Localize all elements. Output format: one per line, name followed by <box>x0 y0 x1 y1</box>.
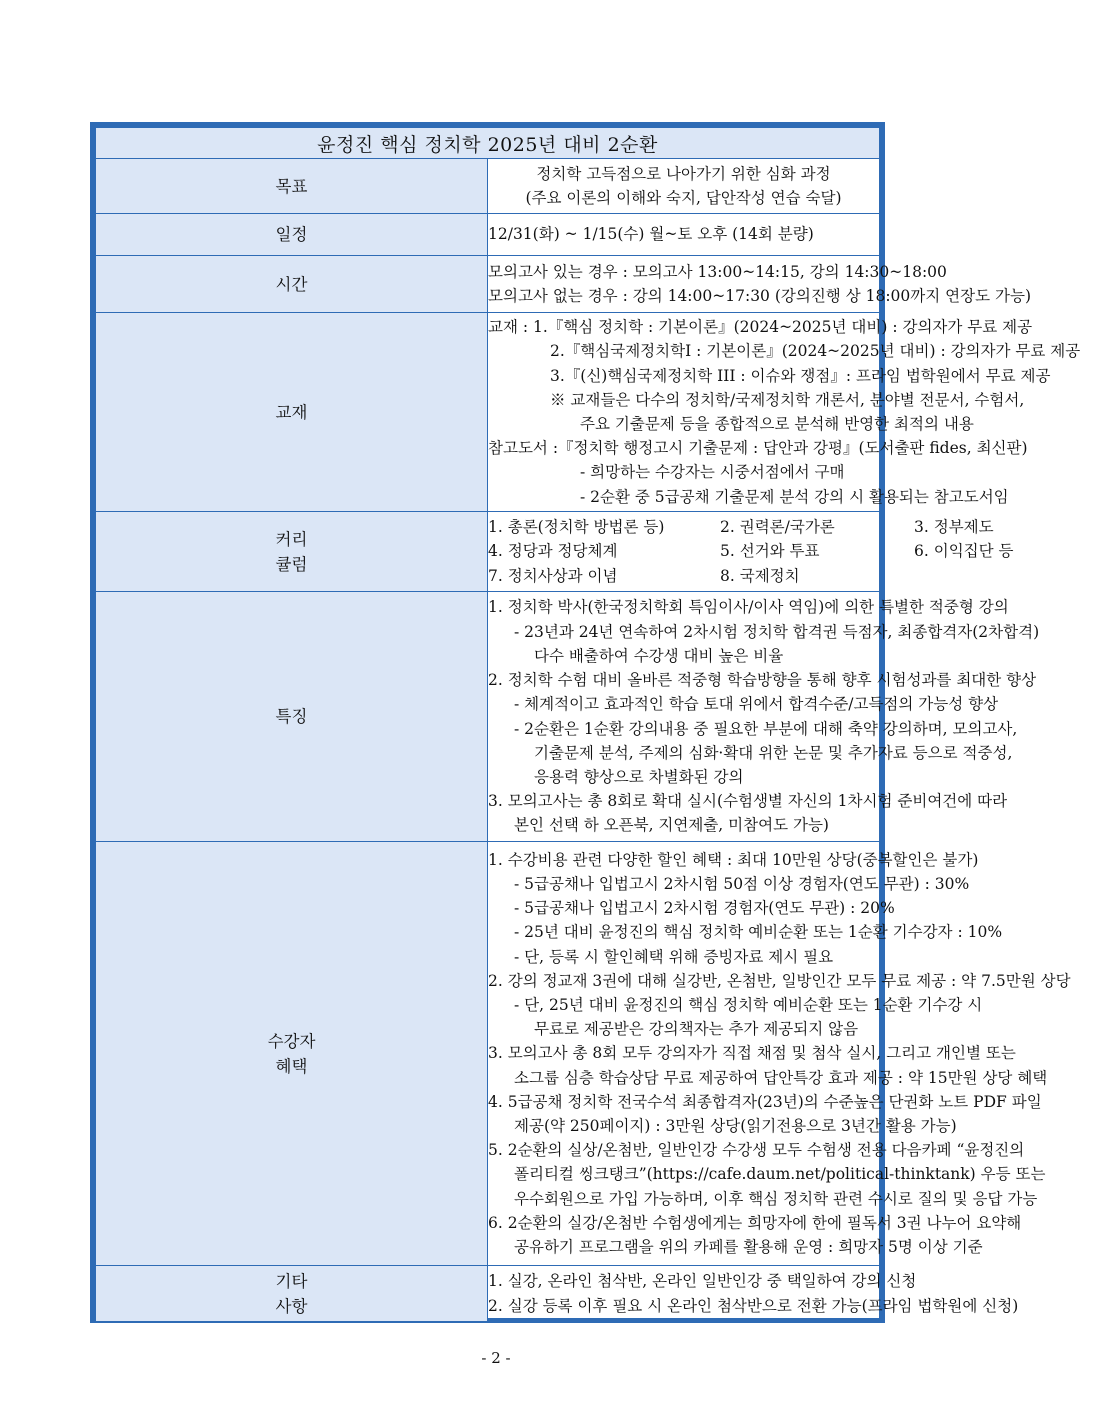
features-line: 2. 정치학 수험 대비 올바른 적중형 학습방향을 통해 향후 시험성과를 최대한 향상 <box>488 671 1037 690</box>
textbook-content <box>488 313 1081 512</box>
time-label: 시간 <box>96 256 488 313</box>
textbook-line: - 희망하는 수강자는 시중서점에서 구매 <box>580 463 845 482</box>
benefits-line: 3. 모의고사 총 8회 모두 강의자가 직접 채점 및 첨삭 실시, 그리고 개인별 또는 <box>488 1044 1016 1063</box>
time-line: 모의고사 없는 경우 : 강의 14:00~17:30 (강의진행 상 18:00까지 연장도 가능) <box>488 287 1031 305</box>
schedule-text: 12/31(화) ~ 1/15(수) 월~토 오후 (14회 분량) <box>488 225 814 244</box>
curriculum-item: 7. 정치사상과 이념 <box>488 566 618 585</box>
curriculum-item: 5. 선거와 투표 <box>720 542 820 561</box>
benefits-label-line: 수강자 <box>267 1031 316 1051</box>
features-label: 특징 <box>96 592 488 842</box>
benefits-line: - 단, 등록 시 할인혜택 위해 증빙자료 제시 필요 <box>514 947 834 966</box>
benefits-line: 무료로 제공받은 강의책자는 추가 제공되지 않음 <box>534 1020 859 1039</box>
schedule-label: 일정 <box>96 214 488 256</box>
benefits-line: - 5급공채나 입법고시 2차시험 50점 이상 경험자(연도 무관) : 30% <box>514 874 970 893</box>
etc-label <box>96 1266 488 1322</box>
curriculum-item: 6. 이익집단 등 <box>914 542 1014 561</box>
benefits-line: - 단, 25년 대비 윤정진의 핵심 정치학 예비순환 또는 1순환 기수강 시 <box>514 995 983 1014</box>
benefits-line: - 25년 대비 윤정진의 핵심 정치학 예비순환 또는 1순환 기수강자 : 10% <box>514 923 1003 942</box>
benefits-line: 5. 2순환의 실상/온첨반, 일반인강 수강생 모두 수험생 전용 다음카페 “윤정진의 <box>488 1141 1025 1160</box>
textbook-line: - 2순환 중 5급공채 기출문제 분석 강의 시 활용되는 참고도서임 <box>580 487 1009 506</box>
benefits-line: 1. 수강비용 관련 다양한 할인 혜택 : 최대 10만원 상당(중복할인은 불가) <box>488 850 979 869</box>
textbook-line: 2.『핵심국제정치학I : 기본이론』(2024~2025년 대비) : 강의자가 무료 제공 <box>550 342 1081 361</box>
benefits-line: 4. 5급공채 정치학 전국수석 최종합격자(23년)의 수준높은 단권화 노트 PDF 파일 <box>488 1092 1042 1111</box>
goal-line: (주요 이론의 이해와 숙지, 답안작성 연습 숙달) <box>525 189 842 207</box>
etc-line: 2. 실강 등록 이후 필요 시 온라인 첨삭반으로 전환 가능(프라임 법학원에 신청) <box>488 1296 1019 1315</box>
features-line: 3. 모의고사는 총 8회로 확대 실시(수험생별 자신의 1차시험 준비여건에 따라 <box>488 792 1008 811</box>
textbook-row <box>96 313 880 512</box>
textbook-line: 교재 : 1.『핵심 정치학 : 기본이론』(2024~2025년 대비) : 강의자가 무료 제공 <box>488 318 1033 337</box>
features-line: 기출문제 분석, 주제의 심화·확대 위한 논문 및 추가자료 등으로 적중성, <box>534 743 1013 762</box>
features-line: 본인 선택 하 오픈북, 지연제출, 미참여도 가능) <box>514 816 829 835</box>
curriculum-item: 8. 국제정치 <box>720 566 800 585</box>
etc-label-line: 사항 <box>275 1296 308 1316</box>
goal-label: 목표 <box>96 159 488 214</box>
time-line: 모의고사 있는 경우 : 모의고사 13:00~14:15, 강의 14:30~18:00 <box>488 262 947 281</box>
goal-row <box>96 159 880 214</box>
features-content <box>488 592 1040 842</box>
goal-content <box>488 159 880 214</box>
benefits-line: - 5급공채나 입법고시 2차시험 경험자(연도 무관) : 20% <box>514 899 895 918</box>
etc-content <box>488 1266 1019 1322</box>
schedule-row <box>96 214 880 256</box>
curriculum-item: 2. 권력론/국가론 <box>720 517 835 536</box>
curriculum-row <box>96 512 880 592</box>
textbook-line: 3.『(신)핵심국제정치학 III : 이슈와 쟁점』: 프라임 법학원에서 무료 제공 <box>550 366 1051 385</box>
benefits-line: 6. 2순환의 실강/온첨반 수험생에게는 희망자에 한에 필독서 3권 나누어 요약해 <box>488 1213 1022 1232</box>
curriculum-label-line: 커리 <box>275 529 308 549</box>
benefits-line: 2. 강의 정교재 3권에 대해 실강반, 온첨반, 일방인간 모두 무료 제공 : 약 7.5만원 상당 <box>488 971 1071 990</box>
etc-row <box>96 1266 880 1322</box>
textbook-line: 참고도서 :『정치학 행정고시 기출문제 : 답안과 강평』(도서출판 fides, 최신판) <box>488 439 1028 458</box>
curriculum-label <box>96 512 488 592</box>
benefits-line: 공유하기 프로그램을 위의 카페를 활용해 운영 : 희망자 5명 이상 기준 <box>514 1238 983 1257</box>
textbook-line: ※ 교재들은 다수의 정치학/국제정치학 개론서, 분야별 전문서, 수험서, <box>550 390 1025 409</box>
features-line: - 2순환은 1순환 강의내용 중 필요한 부분에 대해 축약 강의하며, 모의고사, <box>514 719 1018 738</box>
curriculum-item: 4. 정당과 정당체계 <box>488 542 618 561</box>
curriculum-grid <box>488 515 1014 589</box>
course-title: 윤정진 핵심 정치학 2025년 대비 2순환 <box>96 128 880 159</box>
etc-line: 1. 실강, 온라인 첨삭반, 온라인 일반인강 중 택일하여 강의 신청 <box>488 1272 917 1291</box>
textbook-label: 교재 <box>96 313 488 512</box>
course-info-table <box>90 122 1081 1323</box>
page-number: - 2 - <box>481 1349 511 1367</box>
curriculum-item: 1. 총론(정치학 방법론 등) <box>488 517 665 536</box>
curriculum-item: 3. 정부제도 <box>914 517 994 536</box>
benefits-line: 제공(약 250페이지) : 3만원 상당(읽기전용으로 3년간 활용 가능) <box>514 1117 957 1135</box>
textbook-line: 주요 기출문제 등을 종합적으로 분석해 반영한 최적의 내용 <box>580 415 974 433</box>
schedule-content <box>488 214 880 256</box>
features-line: 1. 정치학 박사(한국정치학회 특임이사/이사 역임)에 의한 특별한 적중형 강의 <box>488 598 1009 617</box>
features-line: 다수 배출하여 수강생 대비 높은 비율 <box>534 646 784 665</box>
goal-line: 정치학 고득점으로 나아가기 위한 심화 과정 <box>536 164 831 183</box>
benefits-row <box>96 842 880 1266</box>
curriculum-content <box>488 512 1014 592</box>
benefits-line: 소그룹 심층 학습상담 무료 제공하여 답안특강 효과 제공 : 약 15만원 상당 혜택 <box>514 1068 1048 1087</box>
features-line: - 체계적이고 효과적인 학습 토대 위에서 합격수준/고득점의 가능성 향상 <box>514 695 999 714</box>
features-row <box>96 592 880 842</box>
time-row <box>96 256 880 313</box>
benefits-label <box>96 842 488 1266</box>
benefits-label-line: 혜택 <box>275 1056 308 1076</box>
etc-label-line: 기타 <box>275 1271 308 1291</box>
curriculum-label-line: 큘럼 <box>275 554 308 574</box>
time-content <box>488 256 1031 313</box>
benefits-line: 폴리티컬 씽크탱크”(https://cafe.daum.net/political-thinktank) 우등 또는 <box>514 1165 1046 1184</box>
features-line: - 23년과 24년 연속하여 2차시험 정치학 합격권 득점자, 최종합격자(2차합격) <box>514 622 1040 641</box>
benefits-line: 우수회원으로 가입 가능하며, 이후 핵심 정치학 관련 수시로 질의 및 응답 가능 <box>514 1189 1038 1208</box>
benefits-content <box>488 842 1071 1266</box>
features-line: 응용력 향상으로 차별화된 강의 <box>534 767 744 786</box>
